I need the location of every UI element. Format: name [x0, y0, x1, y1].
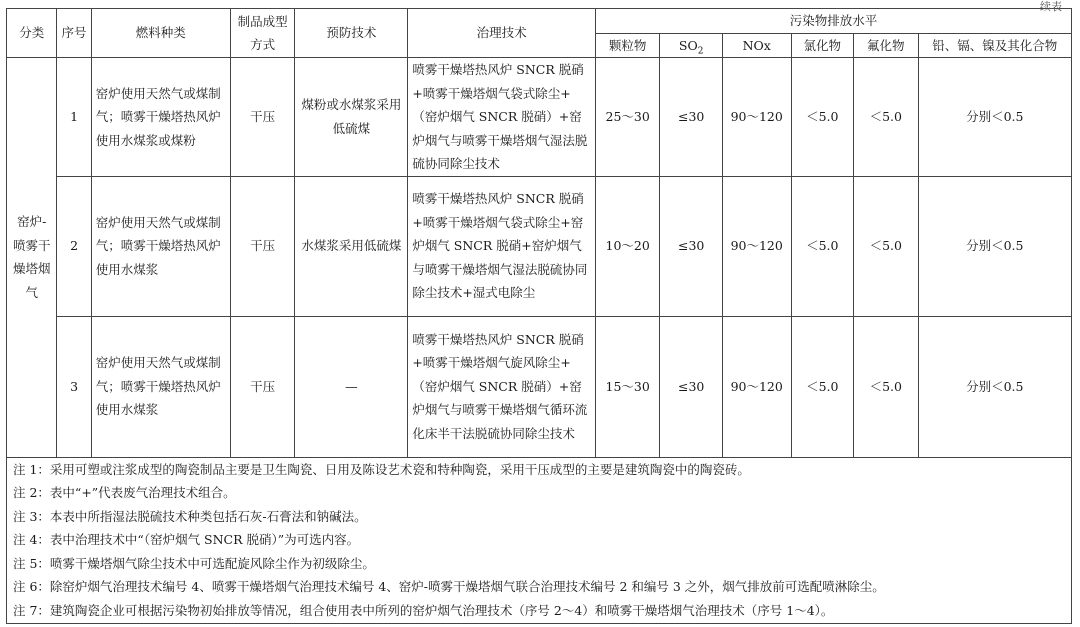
header-treatment: 治理技术 — [408, 9, 596, 58]
header-particulate: 颗粒物 — [595, 33, 660, 58]
treatment-cell: 喷雾干燥塔热风炉 SNCR 脱硝+喷雾干燥塔烟气旋风除尘+（窑炉烟气 SNCR 脱硝）+窑炉烟气与喷雾干燥塔烟气循环流化床半干法脱硫协同除尘技术 — [408, 316, 596, 457]
fluoride-cell: ＜5.0 — [854, 58, 919, 177]
so2-cell: ≤30 — [660, 58, 723, 177]
note-2: 注 2：表中“+”代表废气治理技术组合。 — [13, 485, 236, 501]
header-emission-group: 污染物排放水平 — [595, 9, 1071, 34]
note-5: 注 5：喷雾干燥塔烟气除尘技术中可选配旋风除尘作为初级除尘。 — [13, 555, 375, 571]
header-metals: 铅、镉、镍及其化合物 — [918, 33, 1071, 58]
seq-cell: 2 — [57, 176, 91, 316]
so2-cell: ≤30 — [660, 316, 723, 457]
header-chloride: 氯化物 — [791, 33, 854, 58]
particulate-cell: 15～30 — [595, 316, 660, 457]
header-fluoride: 氟化物 — [854, 33, 919, 58]
note-3: 注 3：本表中所指湿法脱硫技术种类包括石灰-石膏法和钠碱法。 — [13, 508, 367, 524]
nox-cell: 90～120 — [722, 176, 791, 316]
particulate-cell: 10～20 — [595, 176, 660, 316]
header-prevention: 预防技术 — [295, 9, 408, 58]
fuel-cell: 窑炉使用天然气或煤制气；喷雾干燥塔热风炉使用水煤浆 — [91, 316, 230, 457]
fuel-cell: 窑炉使用天然气或煤制气；喷雾干燥塔热风炉使用水煤浆 — [91, 176, 230, 316]
nox-cell: 90～120 — [722, 58, 791, 177]
note-6: 注 6：除窑炉烟气治理技术编号 4、喷雾干燥塔烟气治理技术编号 4、窑炉-喷雾干燥塔烟气联合治理技术编号 2 和编号 3 之外，烟气排放前可选配喷淋除尘。 — [13, 579, 885, 595]
so2-text: SO — [678, 37, 698, 53]
so2-subscript: 2 — [697, 46, 704, 56]
prevention-cell: 煤粉或水煤浆采用低硫煤 — [295, 58, 408, 177]
particulate-cell: 25～30 — [595, 58, 660, 177]
corner-label: 续表 — [1040, 0, 1062, 13]
note-1: 注 1：采用可塑或注浆成型的陶瓷制品主要是卫生陶瓷、日用及陈设艺术瓷和特种陶瓷，采用干压成型的主要是建筑陶瓷中的陶瓷砖。 — [13, 461, 750, 477]
fluoride-cell: ＜5.0 — [854, 316, 919, 457]
header-so2 — [660, 33, 723, 58]
treatment-cell: 喷雾干燥塔热风炉 SNCR 脱硝+喷雾干燥塔烟气袋式除尘+窑炉烟气 SNCR 脱硝+窑炉烟气与喷雾干燥塔烟气湿法脱硫协同除尘技术+湿式电除尘 — [408, 176, 596, 316]
document-frame — [6, 0, 1072, 624]
chloride-cell: ＜5.0 — [791, 58, 854, 177]
table-row — [7, 58, 1072, 177]
forming-cell: 干压 — [230, 316, 295, 457]
header-fuel: 燃料种类 — [91, 9, 230, 58]
treatment-cell: 喷雾干燥塔热风炉 SNCR 脱硝+喷雾干燥塔烟气袋式除尘+（窑炉烟气 SNCR 脱硝）+窑炉烟气与喷雾干燥塔烟气湿法脱硫协同除尘技术 — [408, 58, 596, 177]
metals-cell: 分别＜0.5 — [918, 316, 1071, 457]
forming-cell: 干压 — [230, 58, 295, 177]
so2-cell: ≤30 — [660, 176, 723, 316]
fluoride-cell: ＜5.0 — [854, 176, 919, 316]
seq-cell: 1 — [57, 58, 91, 177]
header-forming: 制品成型方式 — [230, 9, 295, 58]
note-4: 注 4：表中治理技术中“（窑炉烟气 SNCR 脱硝）”为可选内容。 — [13, 532, 360, 548]
prevention-cell: 水煤浆采用低硫煤 — [295, 176, 408, 316]
seq-cell: 3 — [57, 316, 91, 457]
emission-table — [6, 8, 1072, 458]
metals-cell: 分别＜0.5 — [918, 58, 1071, 177]
header-row-1 — [7, 9, 1072, 34]
header-seq: 序号 — [57, 9, 91, 58]
forming-cell: 干压 — [230, 176, 295, 316]
metals-cell: 分别＜0.5 — [918, 176, 1071, 316]
header-nox: NOx — [722, 33, 791, 58]
chloride-cell: ＜5.0 — [791, 316, 854, 457]
fuel-cell: 窑炉使用天然气或煤制气；喷雾干燥塔热风炉使用水煤浆或煤粉 — [91, 58, 230, 177]
table-row — [7, 176, 1072, 316]
table-row — [7, 316, 1072, 457]
header-category: 分类 — [7, 9, 57, 58]
note-7: 注 7：建筑陶瓷企业可根据污染物初始排放等情况，组合使用表中所列的窑炉烟气治理技术（序号 2～4）和喷雾干燥塔烟气治理技术（序号 1～4）。 — [13, 603, 834, 619]
category-cell: 窑炉-喷雾干燥塔烟气 — [7, 58, 57, 458]
chloride-cell: ＜5.0 — [791, 176, 854, 316]
nox-cell: 90～120 — [722, 316, 791, 457]
notes-section — [6, 458, 1072, 624]
prevention-cell: — — [295, 316, 408, 457]
